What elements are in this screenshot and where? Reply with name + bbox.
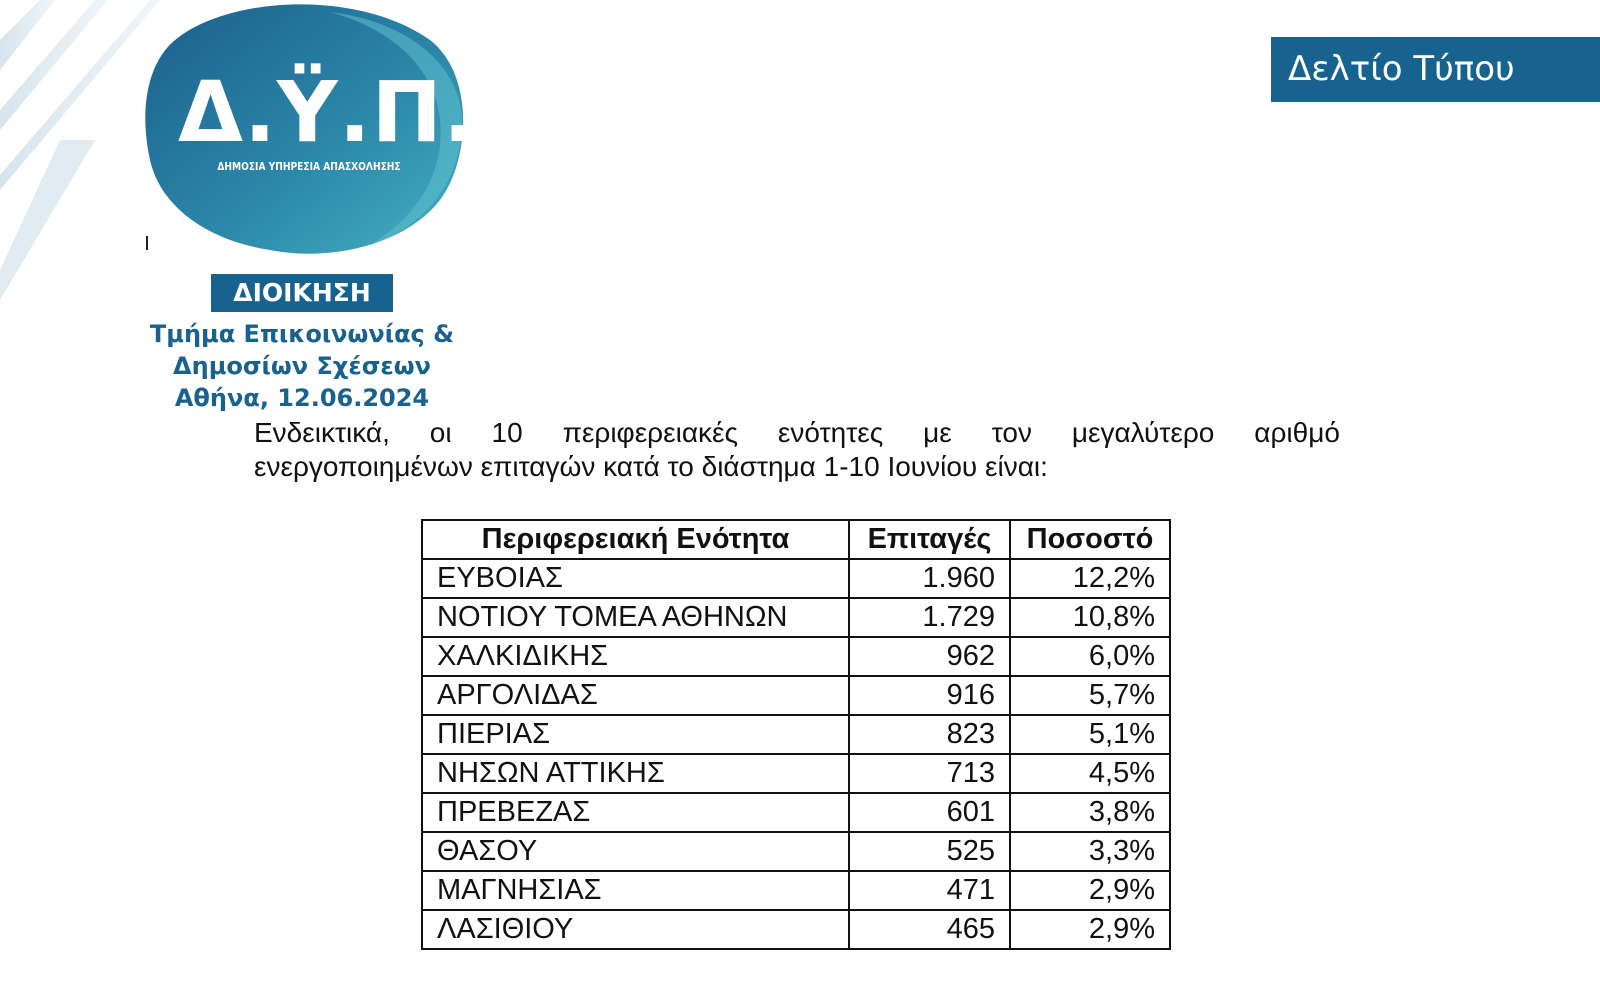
cell-percentage: 6,0% [1010, 637, 1170, 676]
diagonal-stripes [0, 0, 160, 300]
cell-percentage: 2,9% [1010, 910, 1170, 949]
cell-percentage: 4,5% [1010, 754, 1170, 793]
cell-vouchers: 916 [849, 676, 1010, 715]
intro-line-1 [254, 416, 1340, 450]
cell-percentage: 3,8% [1010, 793, 1170, 832]
table-row [422, 637, 1170, 676]
intro-word: Ενδεικτικά, [254, 417, 390, 448]
table-row [422, 598, 1170, 637]
cell-percentage: 2,9% [1010, 871, 1170, 910]
cell-vouchers: 601 [849, 793, 1010, 832]
column-header-percentage: Ποσοστό [1010, 520, 1170, 559]
table-row [422, 754, 1170, 793]
cell-region: ΑΡΓΟΛΙΔΑΣ [422, 676, 849, 715]
cell-vouchers: 465 [849, 910, 1010, 949]
table-row [422, 715, 1170, 754]
intro-word: με [923, 417, 952, 448]
table-row [422, 676, 1170, 715]
intro-word: περιφερειακές [562, 417, 738, 448]
place-date: Αθήνα, 12.06.2024 [174, 384, 430, 412]
cell-region: ΧΑΛΚΙΔΙΚΗΣ [422, 637, 849, 676]
dypa-logo [148, 0, 542, 260]
cell-vouchers: 1.960 [849, 559, 1010, 598]
column-header-region: Περιφερειακή Ενότητα [422, 520, 849, 559]
admin-badge: ΔΙΟΙΚΗΣΗ [211, 274, 393, 312]
cell-region: ΜΑΓΝΗΣΙΑΣ [422, 871, 849, 910]
cell-vouchers: 713 [849, 754, 1010, 793]
cell-region: ΠΙΕΡΙΑΣ [422, 715, 849, 754]
department-line-2: Δημοσίων Σχέσεων [173, 352, 431, 380]
cell-percentage: 10,8% [1010, 598, 1170, 637]
table-row [422, 871, 1170, 910]
cell-vouchers: 823 [849, 715, 1010, 754]
logo-subtitle: ΔΗΜΟΣΙΑ ΥΠΗΡΕΣΙΑ ΑΠΑΣΧΟΛΗΣΗΣ [217, 160, 401, 173]
intro-word: 10 [491, 417, 523, 448]
cell-percentage: 3,3% [1010, 832, 1170, 871]
cell-region: ΘΑΣΟΥ [422, 832, 849, 871]
cell-region: ΝΗΣΩΝ ΑΤΤΙΚΗΣ [422, 754, 849, 793]
intro-word: τον [991, 417, 1032, 448]
cell-region: ΛΑΣΙΘΙΟΥ [422, 910, 849, 949]
cell-vouchers: 1.729 [849, 598, 1010, 637]
cell-vouchers: 471 [849, 871, 1010, 910]
intro-word: ενότητες [777, 417, 884, 448]
column-header-vouchers: Επιταγές [849, 520, 1010, 559]
cell-vouchers: 962 [849, 637, 1010, 676]
table-row [422, 559, 1170, 598]
intro-word: μεγαλύτερο [1071, 417, 1215, 448]
intro-word: οι [429, 417, 452, 448]
cell-region: ΕΥΒΟΙΑΣ [422, 559, 849, 598]
cell-region: ΠΡΕΒΕΖΑΣ [422, 793, 849, 832]
table-row [422, 832, 1170, 871]
intro-word: αριθμό [1254, 417, 1340, 448]
table-row [422, 793, 1170, 832]
cell-vouchers: 525 [849, 832, 1010, 871]
table-header-row [422, 520, 1170, 559]
text-cursor-mark [146, 236, 148, 250]
regional-vouchers-table [421, 519, 1171, 950]
table-row [422, 910, 1170, 949]
intro-paragraph [254, 416, 1340, 484]
logo-acronym: Δ.Ϋ.Π.Α [178, 63, 542, 161]
cell-percentage: 5,1% [1010, 715, 1170, 754]
intro-line-2: ενεργοποιημένων επιταγών κατά το διάστημα 1-10 Ιουνίου είναι: [254, 451, 1048, 482]
department-line-1: Τμήμα Επικοινωνίας & [149, 320, 455, 348]
press-release-banner: Δελτίο Τύπου [1271, 37, 1600, 102]
cell-percentage: 12,2% [1010, 559, 1170, 598]
cell-region: ΝΟΤΙΟΥ ΤΟΜΕΑ ΑΘΗΝΩΝ [422, 598, 849, 637]
cell-percentage: 5,7% [1010, 676, 1170, 715]
